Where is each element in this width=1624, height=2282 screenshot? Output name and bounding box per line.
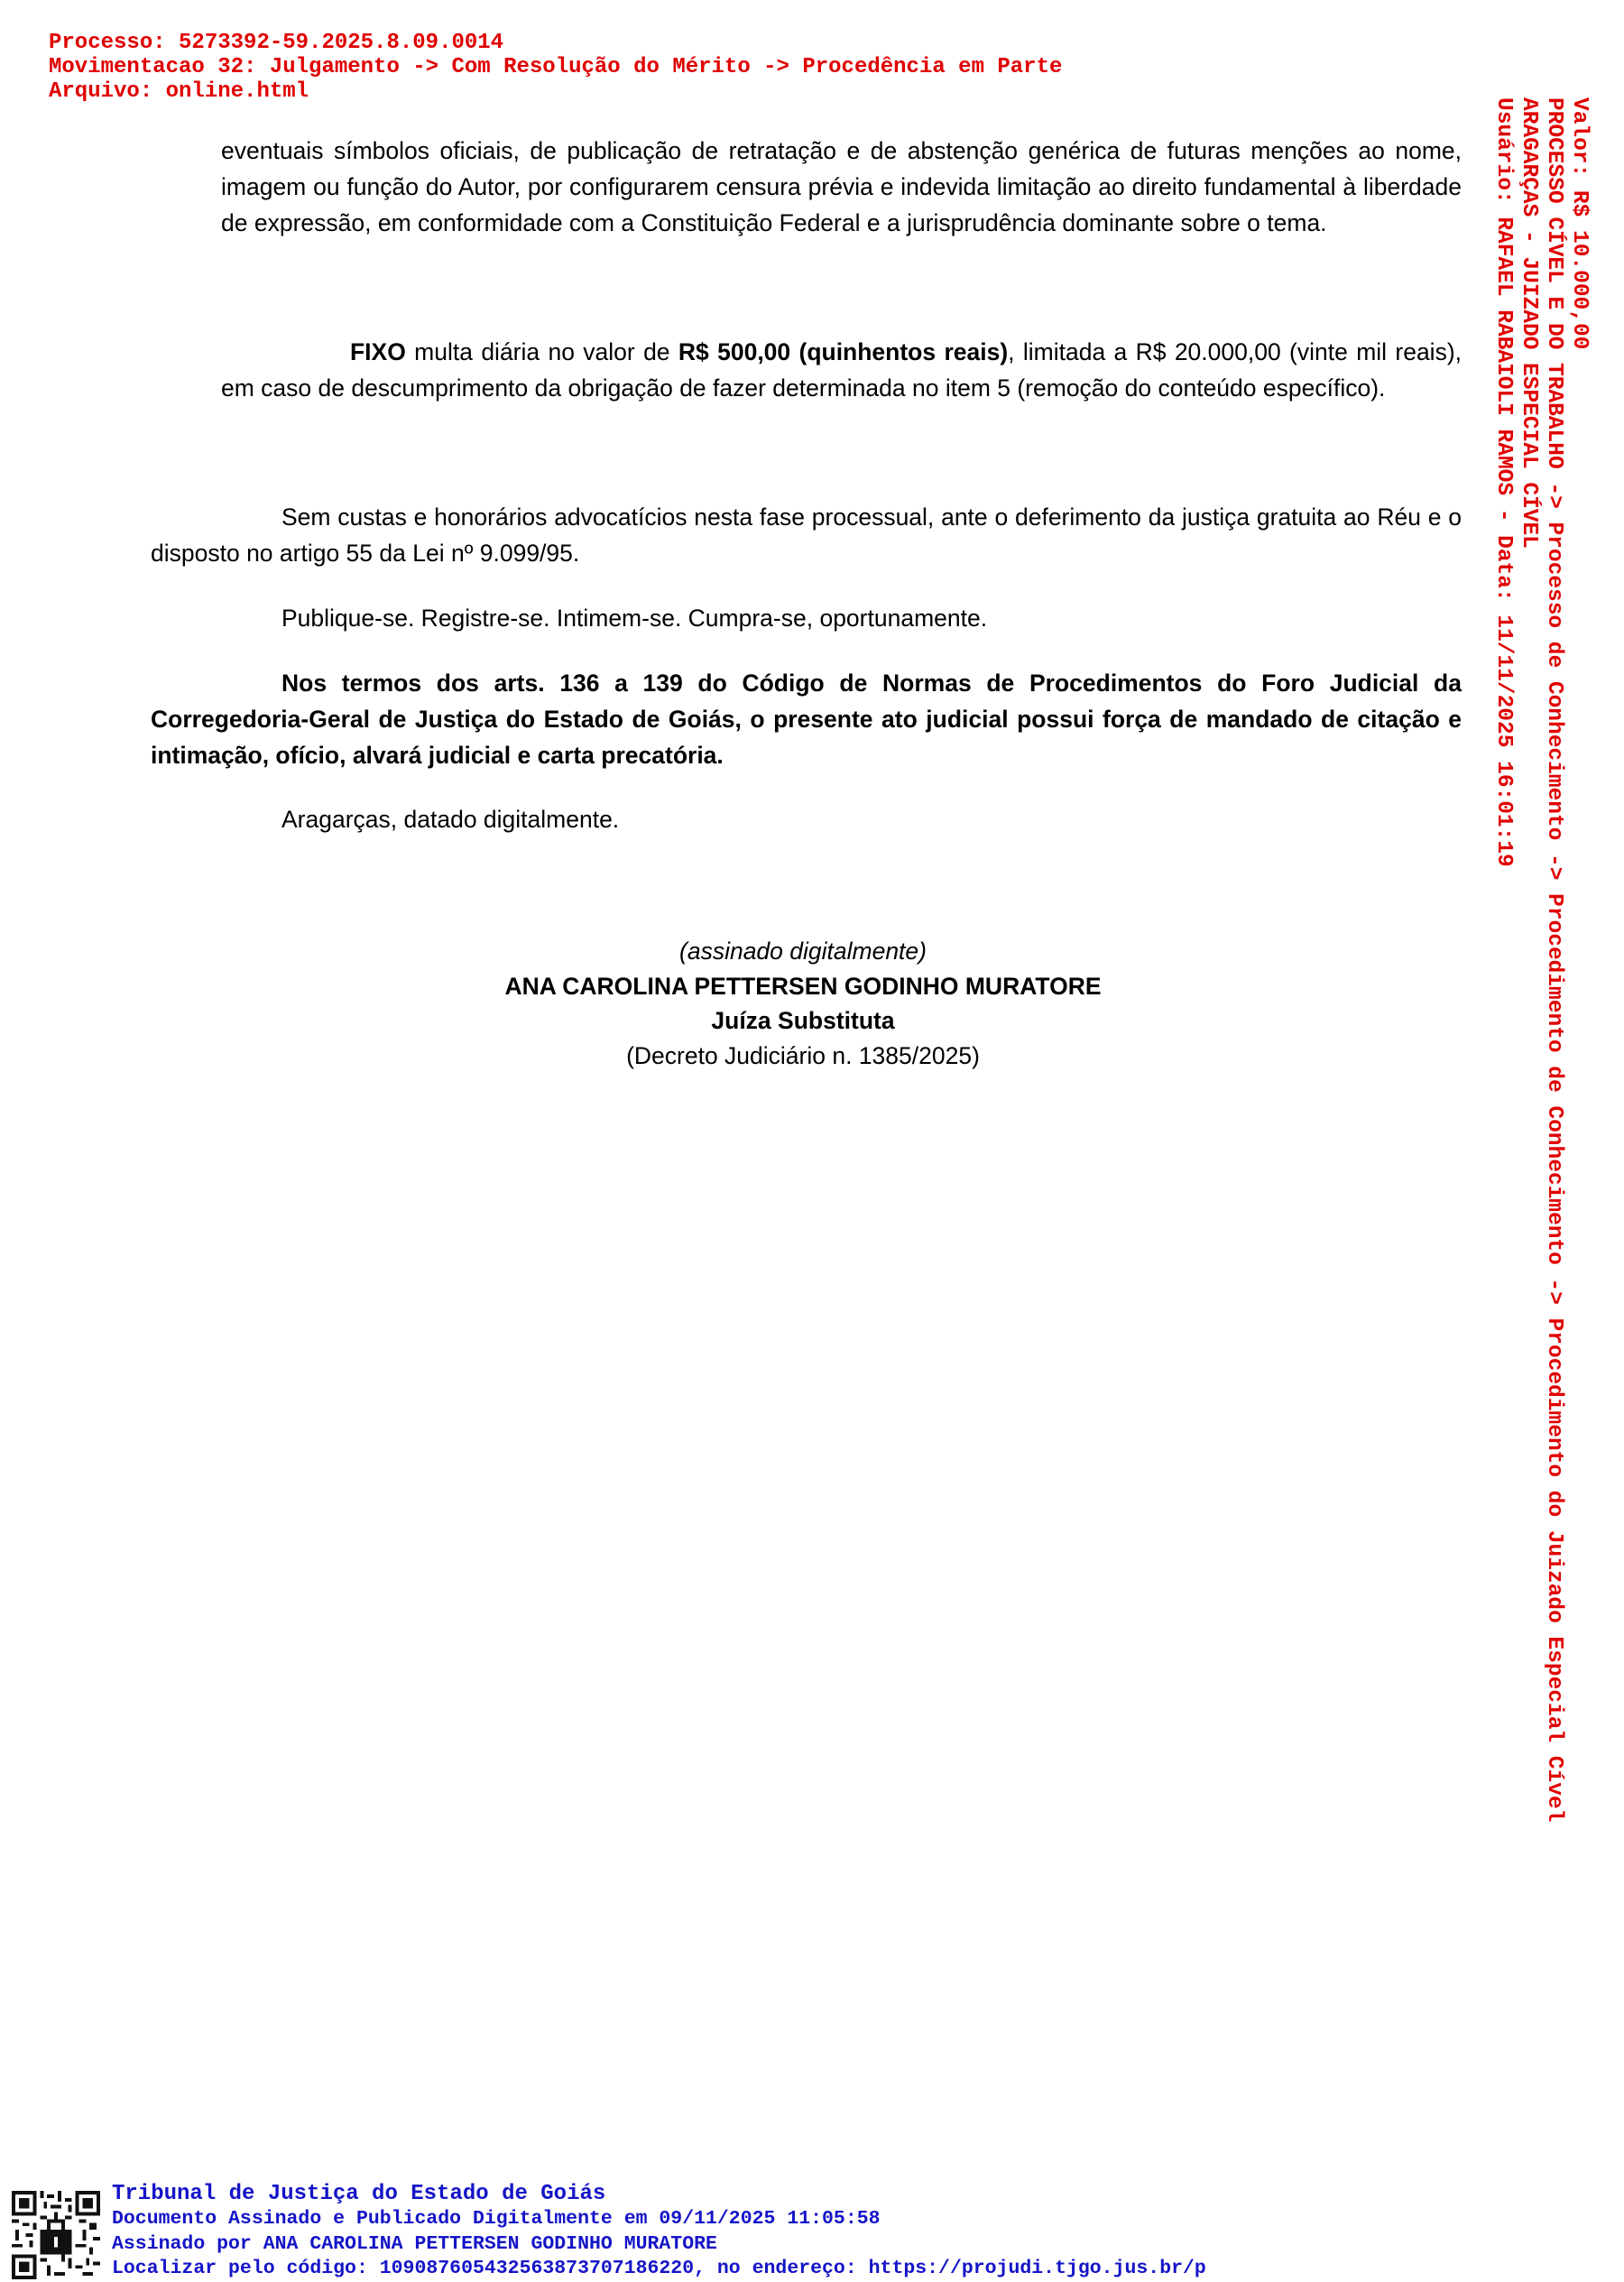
file-name: Arquivo: online.html <box>49 79 309 104</box>
signed-published-date: Documento Assinado e Publicado Digitalmente em 09/11/2025 11:05:58 <box>112 2208 881 2230</box>
fixo-label: FIXO <box>350 338 406 365</box>
signature-block <box>442 934 1164 1073</box>
side-stamp <box>1490 97 1592 1902</box>
qr-code-icon[interactable] <box>11 2191 101 2279</box>
judge-decree: (Decreto Judiciário n. 1385/2025) <box>626 1041 980 1069</box>
process-number: Processo: 5273392-59.2025.8.09.0014 <box>49 31 504 55</box>
movement-info: Movimentacao 32: Julgamento -> Com Resolução do Mérito -> Procedência em Parte <box>49 55 1063 79</box>
paragraph-daily-fine <box>221 334 1462 406</box>
judge-role: Juíza Substituta <box>711 1007 895 1034</box>
fine-text-1: multa diária no valor de <box>405 338 678 365</box>
paragraph-free-speech: eventuais símbolos oficiais, de publicação de retratação e de abstenção genérica de futuras menções ao nome, imagem ou função do Autor, por configurarem censura prévia e indevida limitação ao direito fundamental à liberdade de expressão, em conformidade com a Constituição Federal e a jurisprudência dominante sobre o tema. <box>221 137 1462 236</box>
verification-code-link[interactable]: Localizar pelo código: 109087605432563873707186220, no endereço: https://projudi.tjgo.jus.br/p <box>112 2258 1206 2279</box>
user-timestamp: Usuário: RAFAEL RABAIOLI RAMOS - Data: 11/11/2025 16:01:19 <box>1491 97 1516 867</box>
paragraph-costs: Sem custas e honorários advocatícios nesta fase processual, ante o deferimento da justiça gratuita ao Réu e o disposto no artigo 55 da Lei nº 9.099/95. <box>151 504 1462 567</box>
process-header <box>49 31 1062 104</box>
fine-amount: R$ 500,00 (quinhentos reais) <box>678 338 1009 365</box>
paragraph-place-date: Aragarças, datado digitalmente. <box>281 806 620 833</box>
signature-footer <box>112 2182 1206 2282</box>
case-value: Valor: R$ 10.000,00 <box>1567 97 1592 350</box>
signature-note: (assinado digitalmente) <box>679 938 927 965</box>
court-name: Tribunal de Justiça do Estado de Goiás <box>112 2182 606 2206</box>
judge-name: ANA CAROLINA PETTERSEN GODINHO MURATORE <box>504 972 1102 1000</box>
signed-by: Assinado por ANA CAROLINA PETTERSEN GODINHO MURATORE <box>112 2232 717 2255</box>
case-class: PROCESSO CÍVEL E DO TRABALHO -> Processo de Conhecimento -> Procedimento de Conhecimento -> Procedimento do Juizado Especial Cível <box>1542 97 1566 1823</box>
fine-text-2: , limitada a R$ 20.000,00 (vinte mil reais), em caso de descumprimento da obrigação de fazer determinada no item 5 (remoção do conteúdo específico). <box>221 338 1463 402</box>
paragraph-mandate-force: Nos termos dos arts. 136 a 139 do Código de Normas de Procedimentos do Foro Judicial da Corregedoria-Geral de Justiça do Estado de Goiás, o presente ato judicial possui força de mandado de citação e intimação, ofício, alvará judicial e carta precatória. <box>151 670 1462 769</box>
court-unit: ARAGARÇAS - JUIZADO ESPECIAL CÍVEL <box>1517 97 1541 549</box>
paragraph-publish: Publique-se. Registre-se. Intimem-se. Cumpra-se, oportunamente. <box>281 605 988 632</box>
